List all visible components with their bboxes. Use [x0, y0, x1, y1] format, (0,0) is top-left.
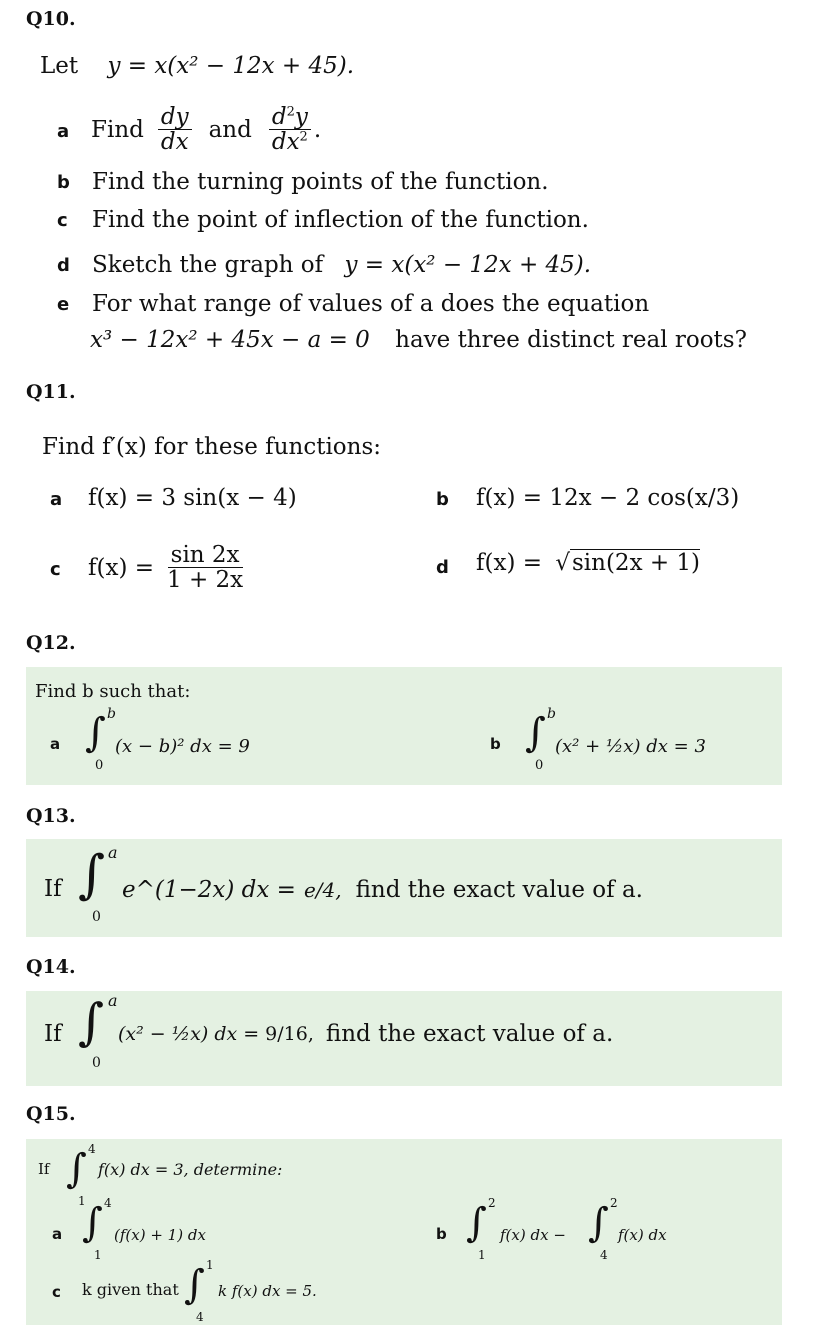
q15-c-upper: 1 — [206, 1258, 214, 1272]
q15-given-integral — [66, 1142, 96, 1208]
q14-expression — [118, 1018, 613, 1050]
q12-intro: Find b such that: — [35, 681, 191, 702]
q11-c-fraction — [164, 543, 246, 593]
integral-icon: ∫ — [78, 993, 105, 1051]
q12-b-lower: 0 — [535, 758, 544, 773]
q10-d-part — [92, 252, 591, 278]
integral-icon: ∫ — [78, 845, 106, 905]
q12-a-integral — [85, 706, 250, 773]
q15-c-integral — [184, 1258, 317, 1324]
sqrt-icon: √ — [555, 550, 570, 576]
q14-label: Q14. — [26, 956, 76, 978]
q15-given: f(x) dx = 3, determine: — [98, 1160, 283, 1179]
q15-upper: 4 — [88, 1142, 96, 1156]
q10-a-part: Find $\frac{dy}{dx}$ and $\frac{d^2y}{dx^2}$ . — [91, 103, 322, 155]
integral-icon: ∫ — [588, 1200, 609, 1246]
q10-d-letter: d — [57, 255, 70, 276]
q10-e-equation: x³ − 12x² + 45x − a = 0 — [90, 327, 370, 353]
q10-b-text: Find the turning points of the function. — [92, 169, 549, 195]
q15-b-end: f(x) dx — [618, 1226, 667, 1244]
q15-c-text: k given that — [82, 1280, 179, 1299]
q15-c-integrand: k f(x) dx = 5. — [218, 1282, 317, 1300]
q13-integral — [78, 843, 118, 925]
q10-e-line2 — [90, 327, 747, 353]
q14-upper: a — [108, 991, 118, 1010]
q13-lower: 0 — [92, 909, 101, 925]
q11-intro: Find f′(x) for these functions: — [42, 434, 382, 460]
q14-integrand: (x² − ½x) dx = — [118, 1023, 260, 1045]
q15-a-letter: a — [52, 1225, 63, 1243]
dy-dx-fraction: $\frac{dy}{dx}$ — [158, 105, 192, 155]
q10-c-text: Find the point of inflection of the function. — [92, 207, 589, 233]
q15-b-upper2: 2 — [610, 1196, 618, 1210]
q15-if: If — [38, 1160, 50, 1178]
q10-e-letter: e — [57, 294, 70, 315]
q11-c-lhs: f(x) = — [88, 555, 155, 581]
q13-rhs: e/4, — [303, 878, 342, 902]
q15-label: Q15. — [26, 1103, 76, 1125]
q15-b-letter: b — [436, 1225, 447, 1243]
q11-d-letter: d — [436, 557, 449, 578]
q10-equation: y = x(x² − 12x + 45). — [107, 53, 355, 79]
q10-d-text: Sketch the graph of — [92, 252, 324, 278]
q10-d-equation: y = x(x² − 12x + 45). — [344, 252, 592, 278]
integral-icon: ∫ — [466, 1200, 487, 1246]
q12-a-lower: 0 — [95, 758, 104, 773]
q12-b-integrand: (x² + ½x) dx = 3 — [555, 736, 706, 757]
q11-d-radicand: sin(2x + 1) — [571, 550, 701, 576]
q15-c-letter: c — [52, 1283, 61, 1301]
q10-c-letter: c — [57, 210, 68, 231]
q12-label: Q12. — [26, 632, 76, 654]
q15-a-lower: 1 — [94, 1248, 102, 1262]
q15-b-lower2: 4 — [600, 1248, 608, 1262]
q15-b-integral2 — [588, 1196, 667, 1262]
q11-b-letter: b — [436, 489, 449, 510]
q11-a-letter: a — [50, 489, 63, 510]
q12-a-upper: b — [107, 706, 116, 722]
q11-d-lhs: f(x) = — [476, 550, 543, 576]
q12-a-integrand: (x − b)² dx = 9 — [115, 736, 250, 757]
q10-label: Q10. — [26, 8, 76, 30]
q13-integrand: e^(1−2x) dx = — [122, 877, 296, 903]
q12-b-upper: b — [547, 706, 556, 722]
q15-a-integral — [82, 1196, 206, 1262]
q11-c-part — [88, 533, 249, 603]
q15-b-mid: f(x) dx − — [500, 1226, 566, 1244]
q10-e-text1: For what range of values of a does the equation — [92, 291, 650, 317]
integral-icon: ∫ — [66, 1146, 87, 1192]
q13-label: Q13. — [26, 805, 76, 827]
integral-icon: ∫ — [525, 710, 546, 756]
d2y-dx2-fraction: $\frac{d^2y}{dx^2}$ — [269, 105, 311, 155]
q10-stem — [40, 53, 354, 79]
q14-rhs: 9/16, — [265, 1023, 314, 1045]
q11-c-denominator: 1 + 2x — [167, 566, 244, 593]
q11-label: Q11. — [26, 381, 76, 403]
integral-icon: ∫ — [184, 1262, 205, 1308]
q11-b-eq: f(x) = 12x − 2 cos(x/3) — [476, 485, 740, 511]
q15-lower: 1 — [78, 1194, 86, 1208]
q11-c-letter: c — [50, 559, 61, 580]
q10-let: Let — [40, 53, 79, 79]
q13-if: If — [44, 876, 62, 902]
q10-e-text2: have three distinct real roots? — [395, 327, 747, 353]
q13-expression — [122, 870, 643, 910]
q15-a-upper: 4 — [104, 1196, 112, 1210]
q11-d-part — [476, 550, 700, 576]
q12-b-letter: b — [490, 735, 501, 753]
q15-b-integral1 — [466, 1196, 566, 1262]
q15-b-upper1: 2 — [488, 1196, 496, 1210]
q14-if: If — [44, 1021, 62, 1047]
q14-lower: 0 — [92, 1055, 101, 1071]
q15-c-lower: 4 — [196, 1310, 204, 1324]
q13-tail: find the exact value of a. — [355, 877, 643, 903]
q11-c-numerator: sin 2x — [168, 543, 243, 568]
q10-a-find: Find — [91, 117, 144, 143]
integral-icon: ∫ — [85, 710, 106, 756]
q10-a-and: and — [208, 117, 252, 143]
q12-a-letter: a — [50, 735, 61, 753]
q14-integral — [78, 991, 118, 1071]
q10-b-letter: b — [57, 172, 70, 193]
q15-b-lower1: 1 — [478, 1248, 486, 1262]
q13-upper: a — [108, 843, 118, 862]
integral-icon: ∫ — [82, 1200, 103, 1246]
q15-a-integrand: (f(x) + 1) dx — [114, 1226, 206, 1244]
q14-tail: find the exact value of a. — [325, 1021, 614, 1047]
q10-a-letter: a — [57, 121, 70, 142]
q11-a-eq: f(x) = 3 sin(x − 4) — [88, 485, 297, 511]
q12-b-integral — [525, 706, 706, 773]
